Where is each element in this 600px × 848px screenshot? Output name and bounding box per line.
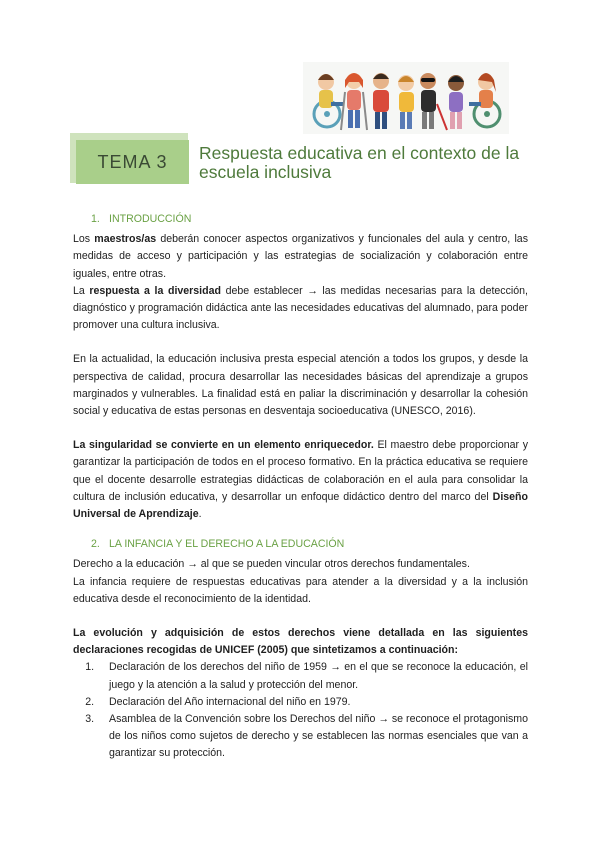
infancia-paragraph-3 <box>73 625 528 659</box>
intro-paragraph-4 <box>73 437 528 523</box>
intro-paragraph-2 <box>73 283 528 335</box>
child-crutches-icon <box>341 73 367 130</box>
infancia-paragraph-1: Derecho a la educación → al que se pueden vincular otros derechos fundamentales. <box>73 558 470 571</box>
section-number: 2. <box>91 538 100 551</box>
tema-label: TEMA 3 <box>76 140 189 184</box>
text-run: deberán conocer aspectos organizativos y funcionales del aula y centro, las medidas de acceso y participación y las estrategias de socialización y colaboración entre iguales, entre otras. <box>73 233 528 280</box>
child-wheelchair-left-icon <box>314 74 343 127</box>
section-number: 1. <box>91 213 100 225</box>
child-yellow-icon <box>398 75 414 129</box>
section-title: LA INFANCIA Y EL DERECHO A LA EDUCACIÓN <box>109 538 345 551</box>
child-wheelchair-right-icon <box>469 73 500 127</box>
bold-term: maestros/as <box>94 233 157 246</box>
text-run: El maestro debe proporcionar y garantizar la participación de todos en el proceso formativo. En la práctica educativa se requiere que el docente desarrolle estrategias didácticas de colaboración en el aula para consolidar la cultura de inclusión educativa, y desarrollar un enfoque didáctico dentro del marco del <box>73 439 528 503</box>
bold-term: La singularidad se convierte en un elemento enriquecedor. <box>73 439 374 452</box>
bold-term: Diseño Universal de Aprendizaje <box>73 490 528 521</box>
bold-paragraph: La evolución y adquisición de estos derechos viene detallada en las siguientes declaraciones recogidas de UNICEF (2005) que sintetizamos a continuación: <box>73 627 528 657</box>
section-heading-introduccion <box>91 211 528 228</box>
section-heading-infancia <box>91 536 528 553</box>
children-illustration <box>303 62 509 134</box>
bold-term: respuesta a la diversidad <box>89 284 221 297</box>
intro-paragraph-1 <box>73 231 528 283</box>
text-run: . <box>198 508 202 521</box>
section-title: INTRODUCCIÓN <box>109 213 192 225</box>
list-item: 1. Declaración de los derechos del niño de 1959 → en el que se reconoce la educación, el juego y la atención a la salud y protección del menor. <box>97 659 528 693</box>
text-run: Los <box>73 233 95 246</box>
list-item: 2. Declaración del Año internacional del niño en 1979. <box>97 694 528 711</box>
intro-paragraph-3: En la actualidad, la educación inclusiva presta especial atención a todos los grupos, y desde la perspectiva de calidad, procura desarrollar las necesidades básicas del aprendizaje a grupos marginados y vulnerables. La finalidad está en paliar la discriminación y desarrollar la cohesión social y educativa de estas personas en desventaja socioeducativa (UNESCO, 2016). <box>73 353 528 418</box>
text-run: debe establecer → las medidas necesarias para la detección, diagnóstico y programación didáctica ante las necesidades educativas del alumnado, para poder promover una cultura inclusiva. <box>73 284 528 332</box>
tema-title: Respuesta educativa en el contexto de la escuela inclusiva <box>199 143 520 182</box>
declarations-list <box>73 659 528 762</box>
children-illustration-svg <box>303 62 509 134</box>
child-purple-icon <box>448 75 464 129</box>
text-run: La <box>73 284 90 297</box>
child-red-icon <box>373 73 389 129</box>
document-body <box>73 211 528 763</box>
child-cane-icon <box>420 73 447 130</box>
infancia-paragraph-2: La infancia requiere de respuestas educativas para atender a la diversidad y a la inclusión educativa desde el reconocimiento de la identidad. <box>73 575 528 605</box>
list-item: 3. Asamblea de la Convención sobre los Derechos del niño → se reconoce el protagonismo de los niños como sujetos de derecho y se establecen las normas esenciales que van a garantizar su protección. <box>97 711 528 763</box>
